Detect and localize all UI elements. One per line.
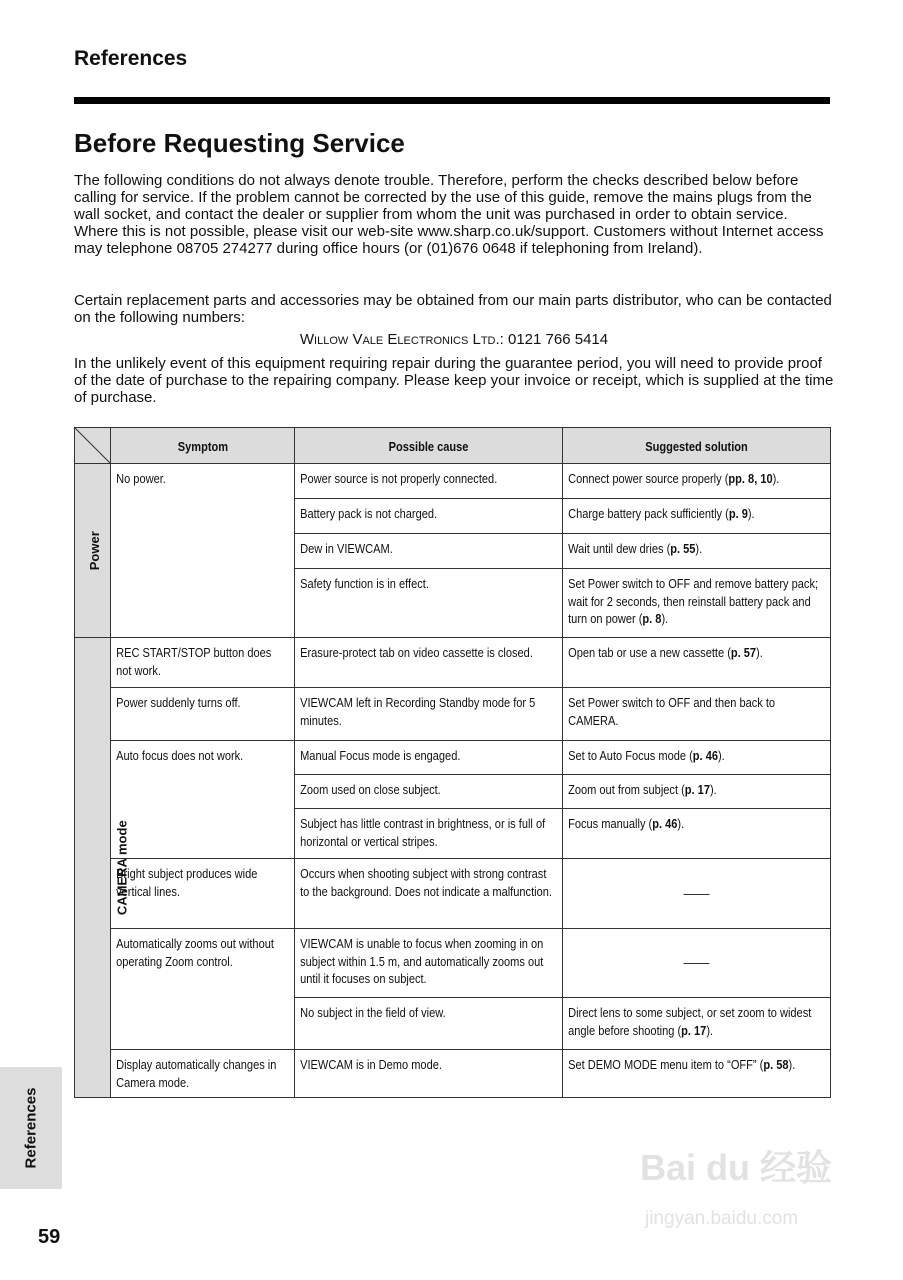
solution-cell: Open tab or use a new cassette (p. 57).: [563, 638, 831, 688]
solution-cell: Direct lens to some subject, or set zoom to widest angle before shooting (p. 17).: [563, 998, 831, 1050]
symptom-cell: Display automatically changes in Camera mode.: [111, 1050, 295, 1098]
cause-cell: Safety function is in effect.: [295, 569, 563, 638]
website-link[interactable]: www.sharp.co.uk/support: [417, 223, 586, 240]
solution-cell: Wait until dew dries (p. 55).: [563, 534, 831, 569]
cause-cell: Occurs when shooting subject with strong contrast to the background. Does not indicate a malfunction.: [295, 859, 563, 929]
intro-text: during office hours (or: [272, 240, 427, 257]
page-reference: pp. 8, 10: [728, 471, 773, 486]
page-reference: p. 8: [642, 611, 662, 626]
page-reference: p. 9: [728, 506, 748, 521]
symptom-cell: Automatically zooms out without operating Zoom control.: [111, 929, 295, 1050]
cause-cell: VIEWCAM left in Recording Standby mode for 5 minutes.: [295, 688, 563, 741]
table-row: [75, 464, 831, 499]
cause-cell: Zoom used on close subject.: [295, 775, 563, 809]
phone-number: 08705 274277: [176, 240, 273, 257]
solution-cell: Set Power switch to OFF and remove battery pack; wait for 2 seconds, then reinstall battery pack and turn on power (p. 8).: [563, 569, 831, 638]
baidu-watermark-logo: Bai du 经验: [640, 1147, 833, 1188]
solution-cell: Connect power source properly (pp. 8, 10).: [563, 464, 831, 499]
intro-text: if telephoning from Ireland).: [515, 240, 703, 257]
solution-cell: Zoom out from subject (p. 17).: [563, 775, 831, 809]
intro-text: . Customers without Internet access may telephone: [74, 223, 824, 257]
symptom-cell: Auto focus does not work.: [111, 741, 295, 859]
page-title: Before Requesting Service: [74, 128, 405, 158]
page-reference: p. 58: [763, 1057, 789, 1072]
cause-cell: Dew in VIEWCAM.: [295, 534, 563, 569]
page-number: 59: [38, 1226, 61, 1248]
parts-paragraph: Certain replacement parts and accessories may be obtained from our main parts distributor, who can be contacted on the following numbers:: [74, 292, 832, 326]
troubleshooting-table: [74, 427, 831, 1098]
table-row: [75, 1050, 831, 1098]
symptom-cell: No power.: [111, 464, 295, 638]
table-row: [75, 859, 831, 929]
table-header-row: [75, 428, 831, 464]
intro-paragraph: [74, 172, 834, 257]
cause-cell: Battery pack is not charged.: [295, 499, 563, 534]
cause-cell: VIEWCAM is in Demo mode.: [295, 1050, 563, 1098]
solution-cell: ——: [563, 929, 831, 998]
section-header: References: [74, 47, 188, 70]
baidu-watermark-url: jingyan.baidu.com: [645, 1208, 799, 1229]
page-reference: p. 17: [684, 782, 710, 797]
solution-cell: Focus manually (p. 46).: [563, 809, 831, 859]
guarantee-paragraph: In the unlikely event of this equipment requiring repair during the guarantee period, you will need to provide proof of the date of purchase to the repairing company. Please keep your invoice or receipt, which is supplied at the time of purchase.: [74, 355, 834, 406]
solution-cell: Charge battery pack sufficiently (p. 9).: [563, 499, 831, 534]
cause-cell: No subject in the field of view.: [295, 998, 563, 1050]
side-tab-label: References: [22, 1087, 40, 1169]
header-solution: Suggested solution: [563, 428, 831, 464]
cause-cell: Power source is not properly connected.: [295, 464, 563, 499]
distributor-name: Willow Vale Electronics Ltd.:: [299, 331, 504, 348]
side-tab-references: [0, 1067, 62, 1189]
solution-cell: Set Power switch to OFF and then back to CAMERA.: [563, 688, 831, 741]
solution-cell: ——: [563, 859, 831, 929]
cause-cell: Erasure-protect tab on video cassette is closed.: [295, 638, 563, 688]
header-rule: [74, 97, 830, 104]
page-reference: p. 46: [652, 816, 678, 831]
header-corner: [75, 428, 111, 464]
header-cause: Possible cause: [295, 428, 563, 464]
table-row: [75, 688, 831, 741]
symptom-cell: Power suddenly turns off.: [111, 688, 295, 741]
distributor-phone: 0121 766 5414: [508, 331, 609, 348]
cause-cell: Subject has little contrast in brightness, or is full of horizontal or vertical stripes.: [295, 809, 563, 859]
page-reference: p. 17: [681, 1022, 707, 1038]
table-row: [75, 741, 831, 775]
symptom-cell: REC START/STOP button does not work.: [111, 638, 295, 688]
intro-text: The following conditions do not always denote trouble. Therefore, perform the checks described below before calling for service. If the problem cannot be corrected by the use of this guide, remove the mains plugs from the wall socket, and contact the dealer or supplier from whom the unit was purchased in order to obtain service. Where this is not possible, please visit our web-site: [74, 172, 812, 240]
table-row: [75, 638, 831, 688]
solution-cell: Set to Auto Focus mode (p. 46).: [563, 741, 831, 775]
page-reference: p. 46: [692, 748, 718, 763]
category-cell: CAMERA mode: [75, 638, 111, 1098]
page-reference: p. 57: [730, 645, 757, 660]
cause-cell: Manual Focus mode is engaged.: [295, 741, 563, 775]
header-symptom: Symptom: [111, 428, 295, 464]
cause-cell: VIEWCAM is unable to focus when zooming in on subject within 1.5 m, and automatically zooms out until it focuses on subject.: [295, 929, 563, 998]
distributor-line: [74, 331, 834, 348]
category-cell: Power: [75, 464, 111, 638]
page-reference: p. 55: [670, 541, 696, 556]
solution-cell: Set DEMO MODE menu item to “OFF” (p. 58).: [563, 1050, 831, 1098]
table-row: [75, 929, 831, 998]
phone-number-ireland: (01)676 0648: [426, 240, 516, 257]
symptom-cell: Bright subject produces wide vertical lines.: [111, 859, 295, 929]
